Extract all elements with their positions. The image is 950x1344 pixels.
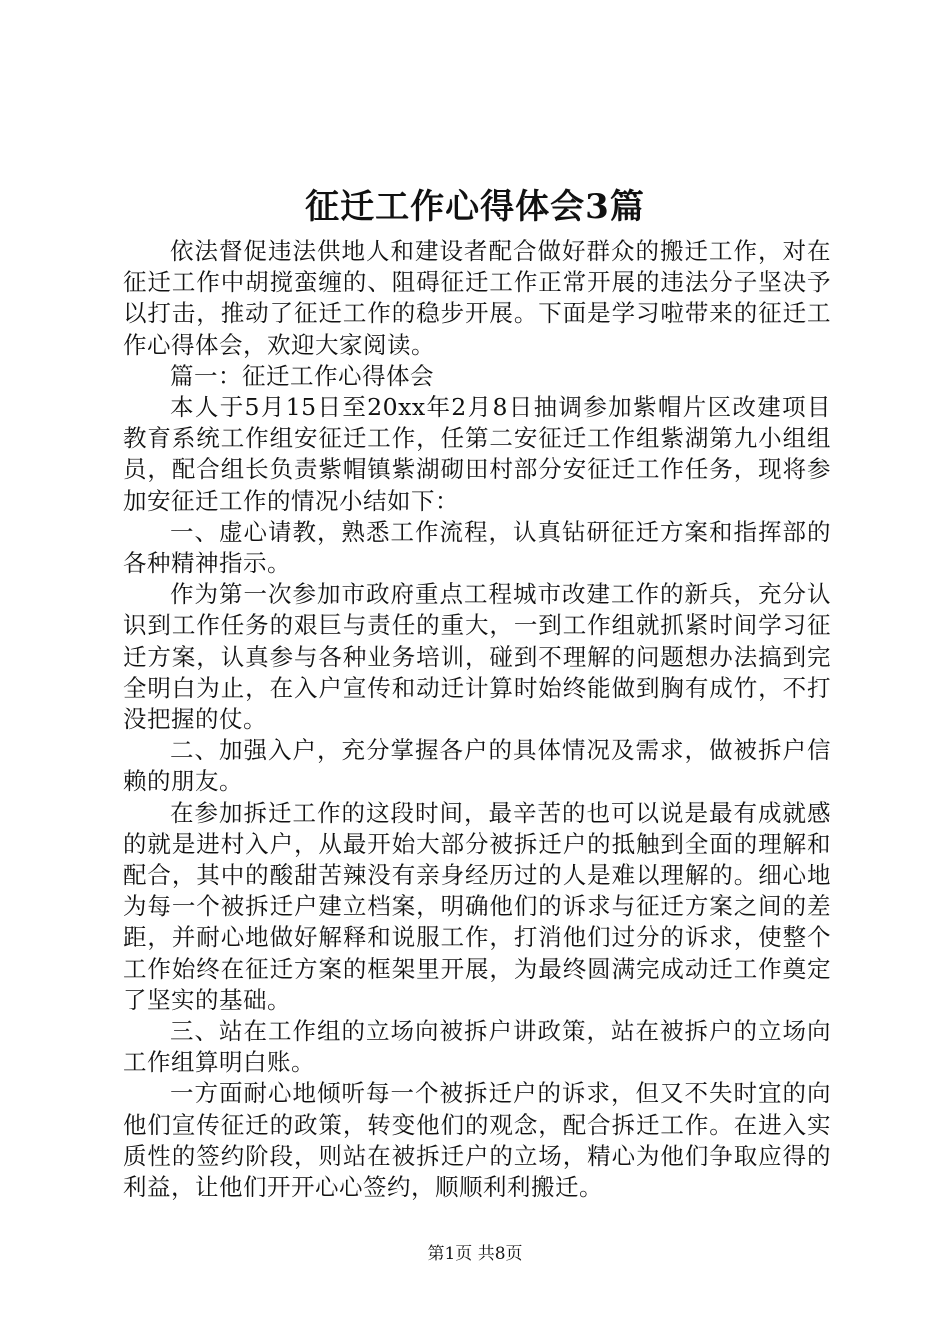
paragraph-summary: 本人于5月15日至20xx年2月8日抽调参加紫帽片区改建项目教育系统工作组安征迁工作，任第二安征迁工作组紫湖第九小组组员，配合组长负责紫帽镇紫湖砌田村部分安征迁工作任务，现将参加安征迁工作的情况小结如下： xyxy=(123,393,831,515)
document-body xyxy=(123,236,831,1203)
document-title: 征迁工作心得体会3篇 xyxy=(305,187,645,227)
point-heading-2: 二、加强入户，充分掌握各户的具体情况及需求，做被拆户信赖的朋友。 xyxy=(123,736,831,796)
paragraph-point-2: 在参加拆迁工作的这段时间，最辛苦的也可以说是最有成就感的就是进村入户，从最开始大部分被拆迁户的抵触到全面的理解和配合，其中的酸甜苦辣没有亲身经历过的人是难以理解的。细心地为每一个被拆迁户建立档案，明确他们的诉求与征迁方案之间的差距，并耐心地做好解释和说服工作，打消他们过分的诉求，使整个工作始终在征迁方案的框架里开展，为最终圆满完成动迁工作奠定了坚实的基础。 xyxy=(123,798,831,1014)
paragraph-point-3: 一方面耐心地倾听每一个被拆迁户的诉求，但又不失时宜的向他们宣传征迁的政策，转变他们的观念，配合拆迁工作。在进入实质性的签约阶段，则站在被拆迁户的立场，精心为他们争取应得的利益，让他们开开心心签约，顺顺利利搬迁。 xyxy=(123,1079,831,1202)
paragraph-point-1: 作为第一次参加市政府重点工程城市改建工作的新兵，充分认识到工作任务的艰巨与责任的重大，一到工作组就抓紧时间学习征迁方案，认真参与各种业务培训，碰到不理解的问题想办法搞到完全明白为止，在入户宣传和动迁计算时始终能做到胸有成竹，不打没把握的仗。 xyxy=(123,580,831,734)
page-number-footer: 第1页 共8页 xyxy=(427,1244,523,1264)
section-heading-part-one: 篇一：征迁工作心得体会 xyxy=(170,361,434,390)
point-heading-3: 三、站在工作组的立场向被拆户讲政策，站在被拆户的立场向工作组算明白账。 xyxy=(123,1017,831,1077)
paragraph-intro: 依法督促违法供地人和建设者配合做好群众的搬迁工作，对在征迁工作中胡搅蛮缠的、阻碍征迁工作正常开展的违法分子坚决予以打击，推动了征迁工作的稳步开展。下面是学习啦带来的征迁工作心得体会，欢迎大家阅读。 xyxy=(123,237,831,359)
point-heading-1: 一、虚心请教，熟悉工作流程，认真钻研征迁方案和指挥部的各种精神指示。 xyxy=(123,517,831,578)
